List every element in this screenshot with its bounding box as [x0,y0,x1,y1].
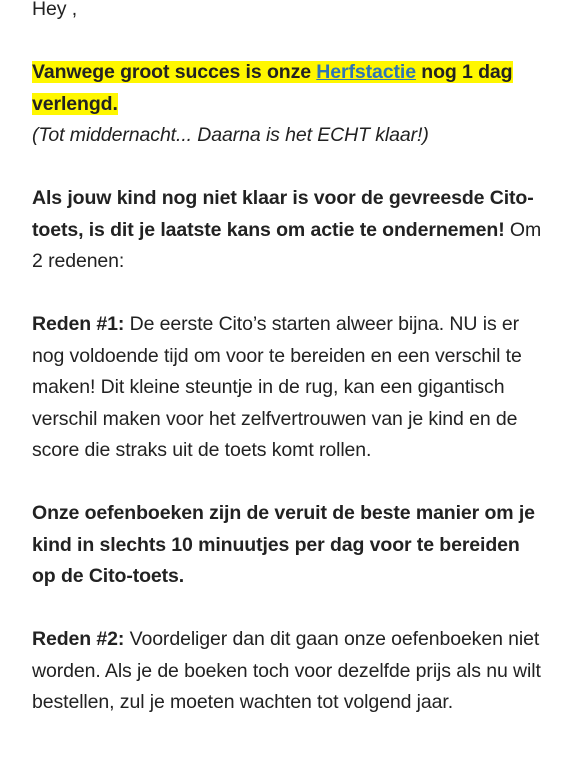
greeting: Hey , [32,0,78,20]
reason-2-label: Reden #2: [32,628,125,650]
reason-1-paragraph [32,309,548,467]
intro-paragraph [32,183,548,278]
reason-2-text: Voordeliger dan dit gaan onze oefenboeken niet worden. Als je de boeken toch voor dezelfde prijs als nu wilt bestellen, zul je moeten wachten tot volgend jaar. [32,628,541,713]
workbook-paragraph: Onze oefenboeken zijn de veruit de beste manier om je kind in slechts 10 minuutjes per dag voor te bereiden op de Cito-toets. [32,502,535,587]
announcement-text-after: nog 1 dag [415,61,513,83]
announcement-highlight [32,61,513,115]
announcement-text-line2: verlengd. [32,92,118,115]
announcement-text-before: Vanwege groot succes is onze [32,61,317,83]
reason-2-paragraph [32,624,548,719]
intro-normal-text: Om 2 redenen: [32,218,542,272]
announcement-note: (Tot middernacht... Daarna is het ECHT klaar!) [32,124,429,146]
intro-bold-text: Als jouw kind nog niet klaar is voor de gevreesde Cito-toets, is dit je laatste kans om actie te ondernemen! [32,187,534,241]
reason-1-text: De eerste Cito’s starten alweer bijna. NU is er nog voldoende tijd om voor te bereiden en een verschil te maken! Dit kleine steuntje in de rug, kan een gigantisch verschil maken voor het zelfvertrouwen van je kind en de score die straks uit de toets komt rollen. [32,313,522,461]
reason-1-label: Reden #1: [32,313,125,335]
herfstactie-link[interactable]: Herfstactie [316,61,416,83]
announcement [32,57,548,152]
